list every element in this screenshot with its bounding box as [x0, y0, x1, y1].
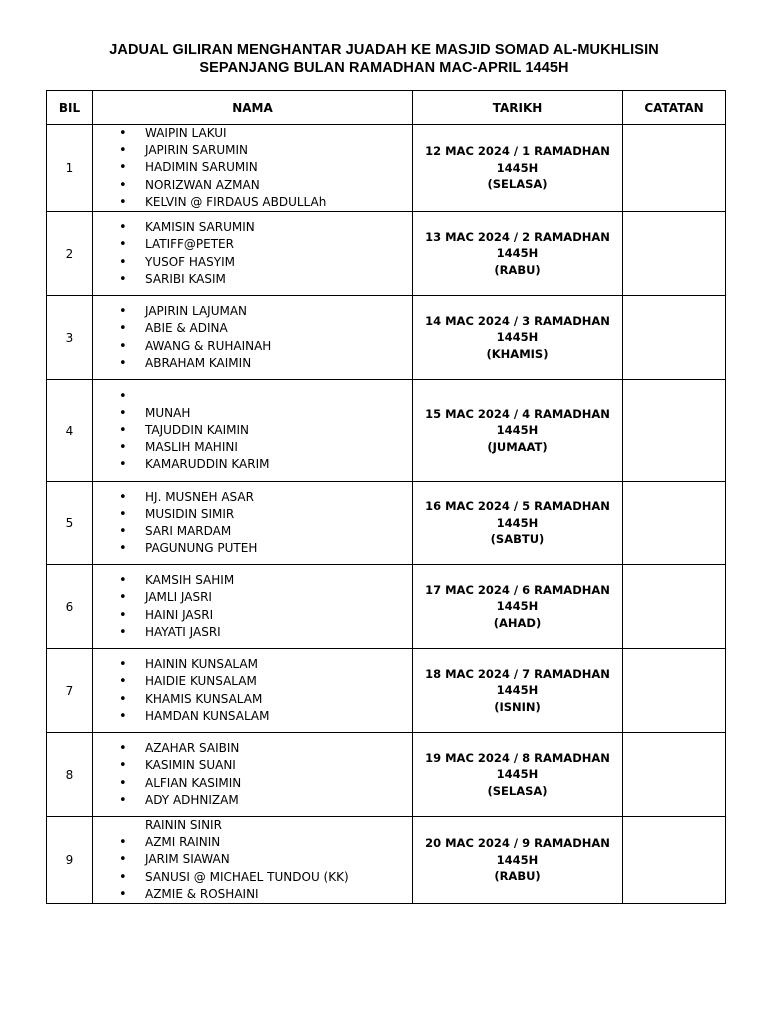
name-list-item: • AZMIE & ROSHAINI [119, 886, 412, 903]
table-row [47, 212, 726, 296]
date-line: 1445H [496, 330, 539, 345]
header-nama: NAMA [93, 91, 413, 125]
cell-tarikh [413, 649, 623, 733]
table-row [47, 296, 726, 380]
day-label: (RABU) [494, 262, 541, 277]
name-list [93, 219, 412, 288]
table-row [47, 125, 726, 212]
cell-catatan [623, 380, 726, 482]
date-line: 1445H [496, 515, 539, 530]
cell-bil: 4 [47, 380, 93, 482]
date-line: 17 MAC 2024 / 6 RAMADHAN [425, 582, 610, 597]
day-label: (KHAMIS) [486, 346, 549, 361]
cell-bil: 6 [47, 565, 93, 649]
day-label: (SELASA) [487, 783, 548, 798]
header-row [47, 91, 726, 125]
name-list-item: • JAPIRIN SARUMIN [119, 142, 412, 159]
name-list-item: • HADIMIN SARUMIN [119, 159, 412, 176]
cell-bil: 1 [47, 125, 93, 212]
table-row [47, 565, 726, 649]
cell-bil: 8 [47, 733, 93, 817]
cell-catatan [623, 125, 726, 212]
header-bil: BIL [47, 91, 93, 125]
date-line: 1445H [496, 767, 539, 782]
name-list-item: • WAIPIN LAKUI [119, 125, 412, 142]
name-list-item: • JAPIRIN LAJUMAN [119, 303, 412, 320]
cell-tarikh [413, 125, 623, 212]
name-list-item: • JARIM SIAWAN [119, 851, 412, 868]
day-label: (AHAD) [493, 615, 542, 630]
date-line: 16 MAC 2024 / 5 RAMADHAN [425, 499, 610, 514]
title-line-2: SEPANJANG BULAN RAMADHAN MAC-APRIL 1445H [199, 60, 569, 76]
table-row [47, 649, 726, 733]
name-list-item: • HAININ KUNSALAM [119, 656, 412, 673]
name-list [93, 817, 412, 903]
name-list-item: • ADY ADHNIZAM [119, 792, 412, 809]
table-row [47, 817, 726, 904]
name-list-item: • KELVIN @ FIRDAUS ABDULLAh [119, 194, 412, 211]
cell-nama [93, 125, 413, 212]
name-list-item: • KAMSIH SAHIM [119, 572, 412, 589]
name-list [93, 125, 412, 211]
date-line: 14 MAC 2024 / 3 RAMADHAN [425, 313, 610, 328]
name-list-item: • ABIE & ADINA [119, 320, 412, 337]
name-list-item: • ABRAHAM KAIMIN [119, 355, 412, 372]
name-list-item: • SANUSI @ MICHAEL TUNDOU (KK) [119, 869, 412, 886]
name-list-item: RAININ SINIR [145, 818, 222, 832]
table-row [47, 380, 726, 482]
name-list-item: • AZAHAR SAIBIN [119, 740, 412, 757]
date-line: 13 MAC 2024 / 2 RAMADHAN [425, 229, 610, 244]
name-list-item: • MUSIDIN SIMIR [119, 506, 412, 523]
cell-bil: 7 [47, 649, 93, 733]
document-title [0, 41, 768, 77]
name-list-item: • HAYATI JASRI [119, 624, 412, 641]
name-list-item: • LATIFF@PETER [119, 236, 412, 253]
cell-nama [93, 296, 413, 380]
name-list [93, 656, 412, 725]
day-label: (ISNIN) [494, 699, 541, 714]
name-list-item: • PAGUNUNG PUTEH [119, 540, 412, 557]
day-label: (JUMAAT) [487, 439, 548, 454]
date-line: 18 MAC 2024 / 7 RAMADHAN [425, 666, 610, 681]
name-list-item: • JAMLI JASRI [119, 589, 412, 606]
name-list [93, 303, 412, 372]
name-list-item: • ALFIAN KASIMIN [119, 775, 412, 792]
cell-bil: 5 [47, 482, 93, 565]
name-list-item: • HAINI JASRI [119, 607, 412, 624]
date-line: 1445H [496, 683, 539, 698]
cell-nama [93, 212, 413, 296]
name-list [93, 740, 412, 809]
name-list-item: • KAMARUDDIN KARIM [119, 456, 412, 473]
name-list-item: • SARIBI KASIM [119, 271, 412, 288]
day-label: (SABTU) [490, 532, 545, 547]
day-label: (SELASA) [487, 177, 548, 192]
date-line: 20 MAC 2024 / 9 RAMADHAN [425, 836, 610, 851]
day-label: (RABU) [494, 869, 541, 884]
title-line-1: JADUAL GILIRAN MENGHANTAR JUADAH KE MASJID SOMAD AL-MUKHLISIN [109, 42, 659, 58]
cell-bil: 9 [47, 817, 93, 904]
name-list-item: • AWANG & RUHAINAH [119, 338, 412, 355]
name-list-item: • HJ. MUSNEH ASAR [119, 489, 412, 506]
cell-tarikh [413, 212, 623, 296]
date-line: 1445H [496, 423, 539, 438]
name-list-item [119, 388, 412, 405]
cell-nama [93, 565, 413, 649]
date-line: 1445H [496, 599, 539, 614]
cell-nama [93, 482, 413, 565]
name-list-item: • KASIMIN SUANI [119, 757, 412, 774]
name-list-item: • KHAMIS KUNSALAM [119, 691, 412, 708]
cell-tarikh [413, 380, 623, 482]
date-line: 12 MAC 2024 / 1 RAMADHAN [425, 144, 610, 159]
name-list-item: • KAMISIN SARUMIN [119, 219, 412, 236]
cell-tarikh [413, 817, 623, 904]
cell-nama [93, 649, 413, 733]
cell-nama [93, 733, 413, 817]
name-list-item: • SARI MARDAM [119, 523, 412, 540]
schedule-body [47, 125, 726, 904]
cell-catatan [623, 817, 726, 904]
name-list-item: • NORIZWAN AZMAN [119, 177, 412, 194]
header-tarikh: TARIKH [413, 91, 623, 125]
name-list-item: • AZMI RAININ [119, 834, 412, 851]
date-line: 19 MAC 2024 / 8 RAMADHAN [425, 750, 610, 765]
table-row [47, 733, 726, 817]
cell-catatan [623, 212, 726, 296]
name-list-item: • HAMDAN KUNSALAM [119, 708, 412, 725]
cell-catatan [623, 733, 726, 817]
cell-catatan [623, 296, 726, 380]
cell-tarikh [413, 733, 623, 817]
name-list-item: • MASLIH MAHINI [119, 439, 412, 456]
cell-nama [93, 817, 413, 904]
date-line: 1445H [496, 246, 539, 261]
schedule-table [46, 90, 726, 904]
name-list-item: • HAIDIE KUNSALAM [119, 673, 412, 690]
cell-catatan [623, 482, 726, 565]
cell-bil: 3 [47, 296, 93, 380]
header-catatan: CATATAN [623, 91, 726, 125]
cell-bil: 2 [47, 212, 93, 296]
cell-tarikh [413, 482, 623, 565]
cell-nama [93, 380, 413, 482]
date-line: 1445H [496, 852, 539, 867]
cell-catatan [623, 649, 726, 733]
name-list [93, 388, 412, 474]
date-line: 15 MAC 2024 / 4 RAMADHAN [425, 406, 610, 421]
cell-tarikh [413, 296, 623, 380]
name-list [93, 489, 412, 558]
name-list-item: • MUNAH [119, 405, 412, 422]
table-row [47, 482, 726, 565]
cell-tarikh [413, 565, 623, 649]
cell-catatan [623, 565, 726, 649]
name-list [93, 572, 412, 641]
name-list-item: • TAJUDDIN KAIMIN [119, 422, 412, 439]
name-list-item: • YUSOF HASYIM [119, 254, 412, 271]
date-line: 1445H [496, 160, 539, 175]
